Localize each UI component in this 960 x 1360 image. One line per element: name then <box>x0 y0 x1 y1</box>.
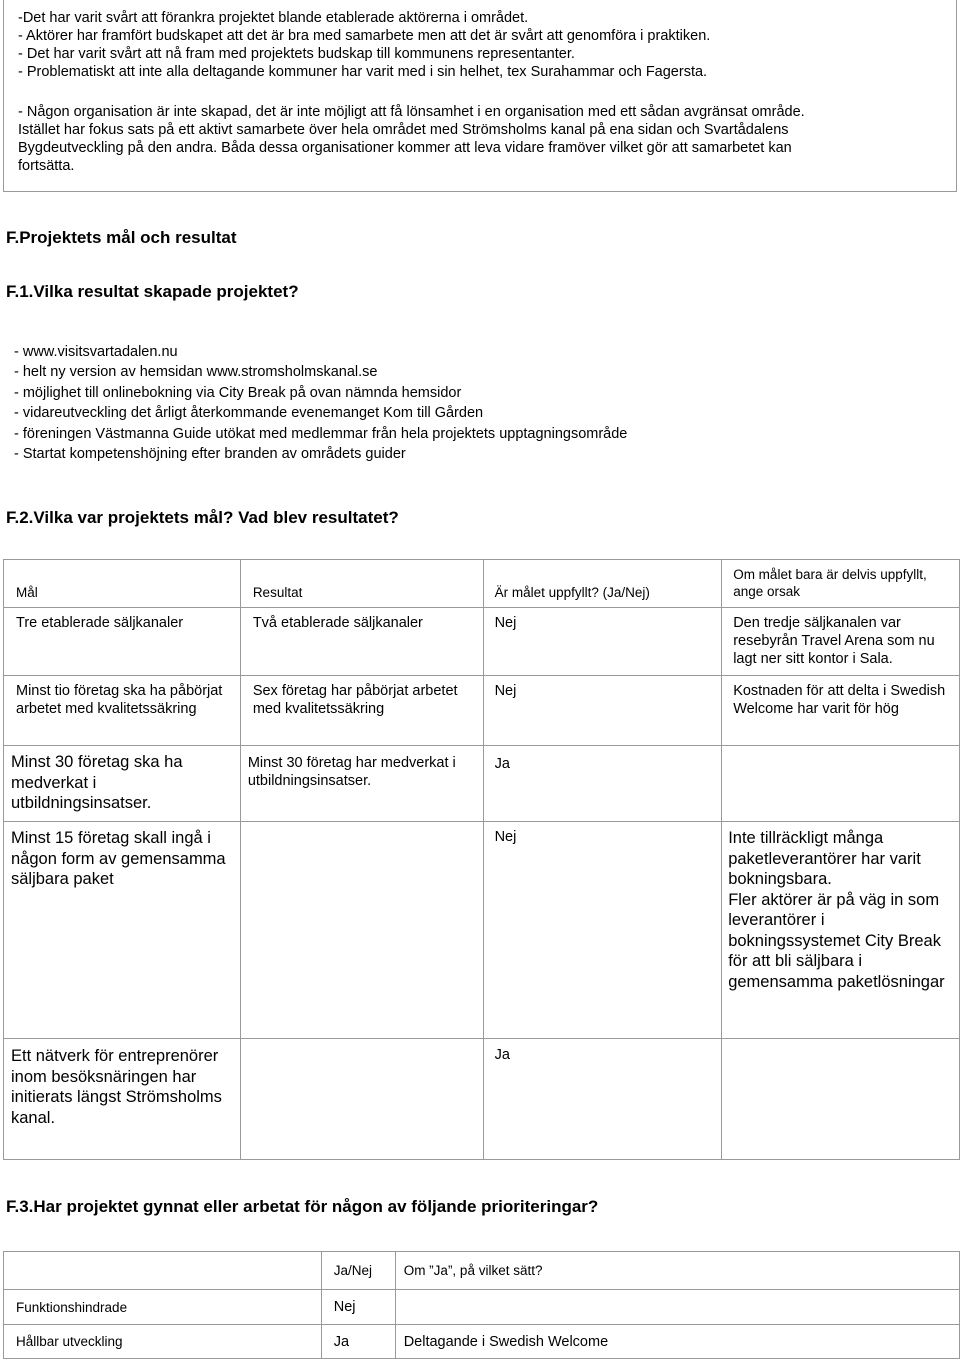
heading-f: F.Projektets mål och resultat <box>6 228 237 247</box>
result-item: - vidareutveckling det årligt återkommande evenemanget Kom till Gården <box>14 405 484 421</box>
problem-line: - Det har varit svårt att nå fram med projektets budskap till kommunens representanter. <box>18 46 575 62</box>
result-cell: Två etablerade säljkanaler <box>240 608 483 676</box>
table-row <box>4 1325 960 1359</box>
goal-cell: Minst 30 företag ska ha medverkat i utbildningsinsatser. <box>4 746 241 822</box>
problem-line: Bygdeutveckling på den andra. Båda dessa organisationer kommer att leva vidare framöver vilket gör att samarbetet kan <box>18 140 792 156</box>
table-row <box>4 746 960 822</box>
fulfilled-cell: Nej <box>483 676 722 746</box>
reason-cell <box>722 822 960 1039</box>
problem-line: - Problematiskt att inte alla deltagande kommuner har varit med i sin helhet, tex Surahammar och Fagersta. <box>18 64 708 80</box>
result-cell <box>240 1039 483 1160</box>
fulfilled-cell: Nej <box>483 608 722 676</box>
result-item: - möjlighet till onlinebokning via City Break på ovan nämnda hemsidor <box>14 385 462 401</box>
reason-line: Fler aktörer är på väg in som leverantörer i bokningssystemet City Break för att bli säljbara i gemensamma paketlösningar <box>728 890 945 991</box>
reason-cell <box>722 1039 960 1160</box>
reason-cell <box>722 746 960 822</box>
result-cell <box>240 822 483 1039</box>
reason-line: Inte tillräckligt många paketleverantörer har varit bokningsbara. <box>728 829 921 888</box>
result-item: - föreningen Västmanna Guide utökat med medlemmar från hela projektets upptagningsområde <box>14 426 628 442</box>
table-header-row <box>4 1252 960 1290</box>
header-fulfilled: Är målet uppfyllt? (Ja/Nej) <box>483 560 722 608</box>
reason-cell: Den tredje säljkanalen var resebyrån Travel Arena som nu lagt ner sitt kontor i Sala. <box>722 608 960 676</box>
table-header-row <box>4 560 960 608</box>
problem-line: - Aktörer har framfört budskapet att det är bra med samarbete men att det är svårt att genomföra i praktiken. <box>18 28 711 44</box>
header-result: Resultat <box>240 560 483 608</box>
priority-yesno: Nej <box>321 1290 395 1325</box>
result-cell: Sex företag har påbörjat arbetet med kvalitetssäkring <box>240 676 483 746</box>
goals-table <box>3 559 960 1160</box>
goal-cell: Ett nätverk för entreprenörer inom besöksnäringen har initierats längst Strömsholms kanal. <box>4 1039 241 1160</box>
header-goal: Mål <box>4 560 241 608</box>
problem-line: -Det har varit svårt att förankra projektet blande etablerade aktörerna i området. <box>18 10 529 26</box>
header-how: Om ”Ja”, på vilket sätt? <box>395 1252 959 1290</box>
heading-f3: F.3.Har projektet gynnat eller arbetat för någon av följande prioriteringar? <box>6 1197 599 1216</box>
table-row <box>4 676 960 746</box>
priorities-table <box>3 1251 960 1359</box>
result-cell: Minst 30 företag har medverkat i utbildningsinsatser. <box>240 746 483 822</box>
fulfilled-cell: Nej <box>483 822 722 1039</box>
problem-line: Istället har fokus sats på ett aktivt samarbete över hela området med Strömsholms kanal på ena sidan och Svartådalens <box>18 122 789 138</box>
goal-cell: Minst tio företag ska ha påbörjat arbetet med kvalitetssäkring <box>4 676 241 746</box>
heading-f2: F.2.Vilka var projektets mål? Vad blev resultatet? <box>6 508 399 527</box>
problem-line: - Någon organisation är inte skapad, det är inte möjligt att få lönsamhet i en organisation med ett sådan avgränsat område. <box>18 104 805 120</box>
fulfilled-cell: Ja <box>483 746 722 822</box>
problems-box <box>3 0 957 192</box>
table-row <box>4 1290 960 1325</box>
priority-how: Deltagande i Swedish Welcome <box>395 1325 959 1359</box>
table-row <box>4 822 960 1039</box>
reason-cell: Kostnaden för att delta i Swedish Welcome har varit för hög <box>722 676 960 746</box>
goal-cell: Tre etablerade säljkanaler <box>4 608 241 676</box>
header-yesno: Ja/Nej <box>321 1252 395 1290</box>
header-label <box>4 1252 322 1290</box>
goal-cell: Minst 15 företag skall ingå i någon form av gemensamma säljbara paket <box>4 822 241 1039</box>
priority-how <box>395 1290 959 1325</box>
result-item: - www.visitsvartadalen.nu <box>14 344 178 360</box>
problem-line: fortsätta. <box>18 158 75 174</box>
fulfilled-cell: Ja <box>483 1039 722 1160</box>
header-reason: Om målet bara är delvis uppfyllt, ange orsak <box>722 560 960 608</box>
table-row <box>4 608 960 676</box>
priority-label: Funktionshindrade <box>4 1290 322 1325</box>
table-row <box>4 1039 960 1160</box>
result-item: - helt ny version av hemsidan www.stromsholmskanal.se <box>14 364 378 380</box>
priority-yesno: Ja <box>321 1325 395 1359</box>
heading-f1: F.1.Vilka resultat skapade projektet? <box>6 282 299 301</box>
priority-label: Hållbar utveckling <box>4 1325 322 1359</box>
result-item: - Startat kompetenshöjning efter branden av områdets guider <box>14 446 406 462</box>
